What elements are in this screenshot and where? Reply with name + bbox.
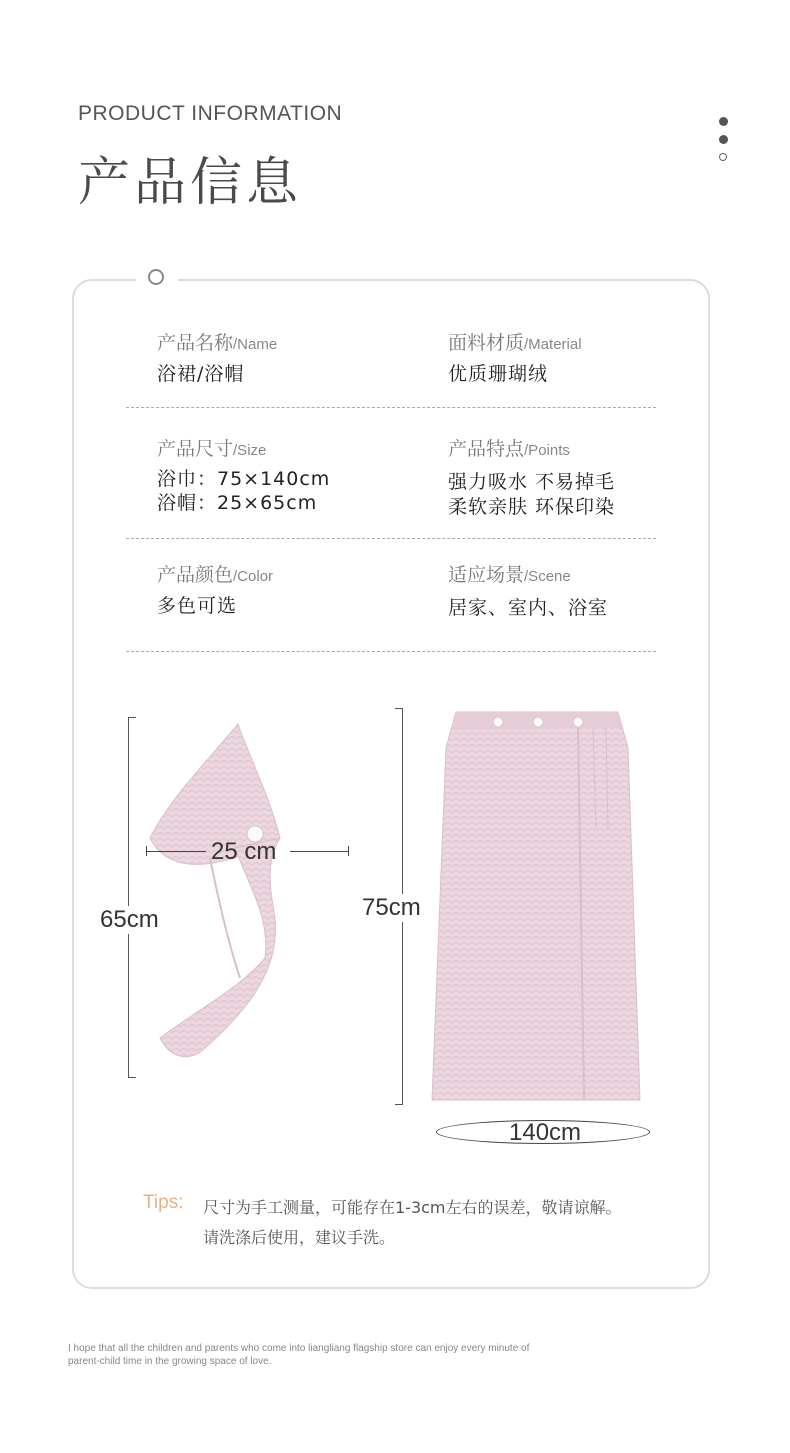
title-en: PRODUCT INFORMATION (78, 102, 343, 125)
ring-icon (148, 269, 164, 285)
dimension-tick (395, 708, 403, 709)
color-value: 多色可选 (157, 595, 238, 617)
scene-value: 居家、室内、浴室 (448, 597, 609, 619)
dimension-line (290, 851, 348, 852)
skirt-height-label: 75cm (362, 894, 421, 921)
name-value: 浴裙/浴帽 (157, 363, 245, 385)
size-label: 产品尺寸/Size (157, 438, 267, 460)
color-label: 产品颜色/Color (157, 564, 274, 586)
cap-height-label: 65cm (100, 906, 159, 933)
tips-label: Tips: (143, 1192, 184, 1213)
dimension-line (146, 851, 206, 852)
footer-line: parent-child time in the growing space of love. (68, 1356, 272, 1367)
points-line: 柔软亲肤 环保印染 (448, 496, 616, 518)
scene-label: 适应场景/Scene (448, 564, 571, 586)
dimension-tick (128, 1077, 136, 1078)
page-indicator-dot (719, 135, 728, 144)
bath-skirt-image (428, 708, 648, 1108)
points-line: 强力吸水 不易掉毛 (448, 471, 616, 493)
footer-note (68, 1342, 608, 1368)
points-label: 产品特点/Points (448, 438, 570, 460)
size-line: 浴帽：25×65cm (157, 492, 318, 514)
dimension-tick (348, 846, 349, 856)
skirt-width-label: 140cm (509, 1119, 582, 1146)
dimension-tick (146, 846, 147, 856)
page-title: 产品信息 (78, 153, 303, 213)
divider (126, 407, 656, 408)
footer-line: I hope that all the children and parents who come into liangliang flagship store can enjoy every minute of (68, 1343, 530, 1354)
material-label: 面料材质/Material (448, 332, 582, 354)
hair-cap-image (140, 718, 290, 1078)
cap-width-label: 25 cm (211, 838, 277, 865)
dimension-tick (128, 717, 136, 718)
page-indicator-dot (719, 117, 728, 126)
material-value: 优质珊瑚绒 (448, 363, 549, 385)
dimension-tick (395, 1104, 403, 1105)
size-line: 浴巾：75×140cm (157, 468, 331, 490)
tips-text: 请洗涤后使用，建议手洗。 (203, 1228, 396, 1247)
tips-text: 尺寸为手工测量，可能存在1-3cm左右的误差，敬请谅解。 (203, 1198, 622, 1217)
divider (126, 538, 656, 539)
divider (126, 651, 656, 652)
name-label: 产品名称/Name (157, 332, 278, 354)
dimension-line (128, 717, 129, 1077)
page-indicator-dot (719, 153, 727, 161)
